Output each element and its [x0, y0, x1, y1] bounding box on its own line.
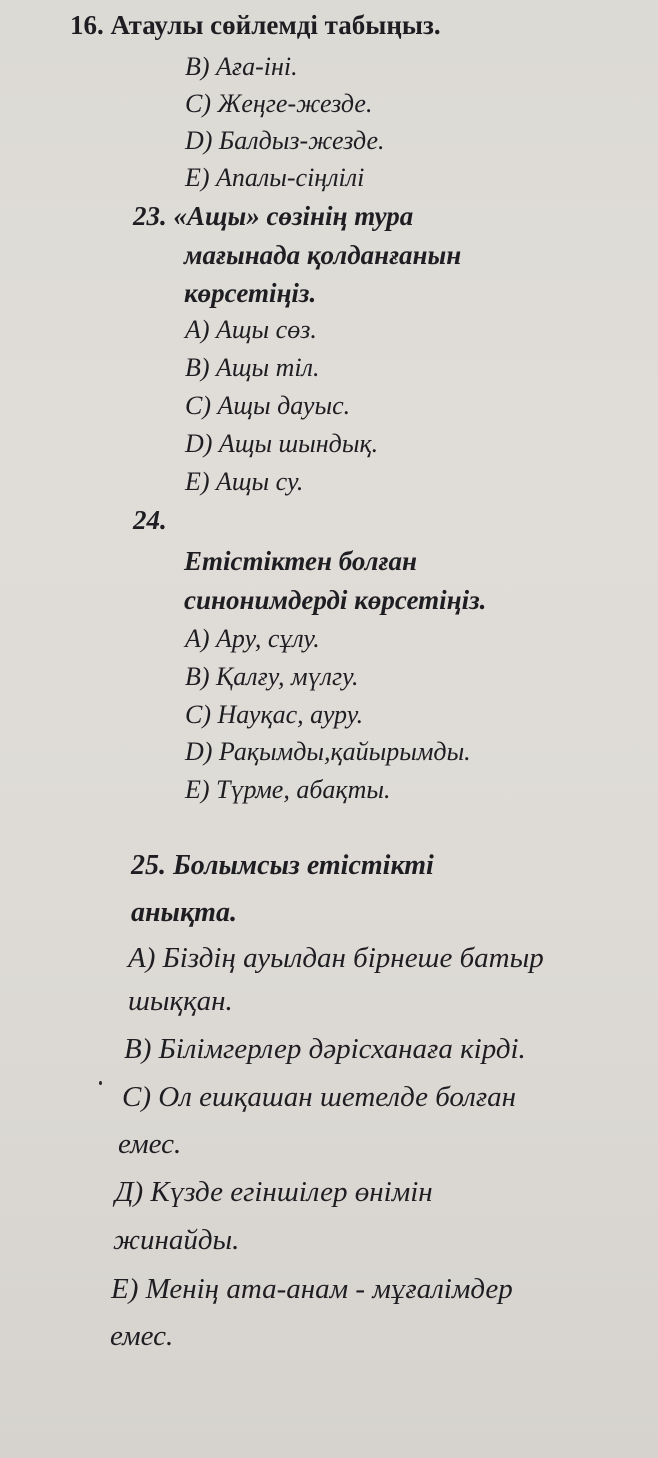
question-23-option-e: E) Ащы су. — [185, 467, 304, 496]
question-23-title-line-2: мағынада қолданғанын — [184, 240, 462, 270]
question-25-option-a-line-2: шыққан. — [128, 985, 233, 1017]
question-24-number: 24. — [133, 505, 167, 535]
question-16-option-c: C) Жеңге-жезде. — [185, 89, 373, 118]
question-25-option-d-line-2: жинайды. — [113, 1224, 240, 1256]
question-25-option-c-line-1: C) Ол ешқашан шетелде болған — [122, 1081, 517, 1113]
question-16-title: 16. Атаулы сөйлемді табыңыз. — [70, 10, 441, 40]
question-24-option-a: A) Ару, сұлу. — [185, 624, 320, 653]
question-25-option-a-line-1: A) Біздің ауылдан бірнеше батыр — [128, 942, 544, 974]
question-25-title-line-1: 25. Болымсыз етістікті — [131, 850, 434, 881]
question-24-title-line-2: синонимдерді көрсетіңіз. — [184, 585, 487, 615]
question-16-option-e: E) Апалы-сіңлілі — [185, 163, 365, 192]
question-16-option-b: B) Аға-іні. — [185, 52, 298, 81]
question-25-option-b: B) Білімгерлер дәрісханаға кірді. — [124, 1033, 526, 1065]
question-25-option-c-line-2: емес. — [118, 1128, 182, 1160]
question-23-title-line-1: 23. «Ащы» сөзінің тура — [133, 201, 414, 231]
question-24-option-b: B) Қалғу, мүлгу. — [185, 662, 359, 691]
question-23-option-b: B) Ащы тіл. — [185, 353, 320, 382]
question-23-option-c: C) Ащы дауыс. — [185, 391, 351, 420]
question-24-title-line-1: Етістіктен болған — [184, 546, 417, 576]
question-23-option-d: D) Ащы шындық. — [185, 429, 379, 458]
question-16-option-d: D) Балдыз-жезде. — [185, 126, 385, 155]
question-25-title-line-2: анықта. — [131, 897, 237, 928]
question-25-option-e-line-2: емес. — [110, 1320, 174, 1352]
question-25-option-d-line-1: Д) Күзде егіншілер өнімін — [115, 1176, 433, 1208]
question-24-option-c: C) Науқас, ауру. — [185, 700, 364, 729]
question-24-option-e: E) Түрме, абақты. — [185, 775, 391, 804]
question-23-option-a: A) Ащы сөз. — [185, 315, 317, 344]
question-23-title-line-3: көрсетіңіз. — [184, 278, 317, 308]
ink-dot — [99, 1081, 102, 1085]
question-24-option-d: D) Рақымды,қайырымды. — [185, 737, 471, 766]
question-25-option-e-line-1: E) Менің ата-анам - мұғалімдер — [111, 1273, 513, 1305]
